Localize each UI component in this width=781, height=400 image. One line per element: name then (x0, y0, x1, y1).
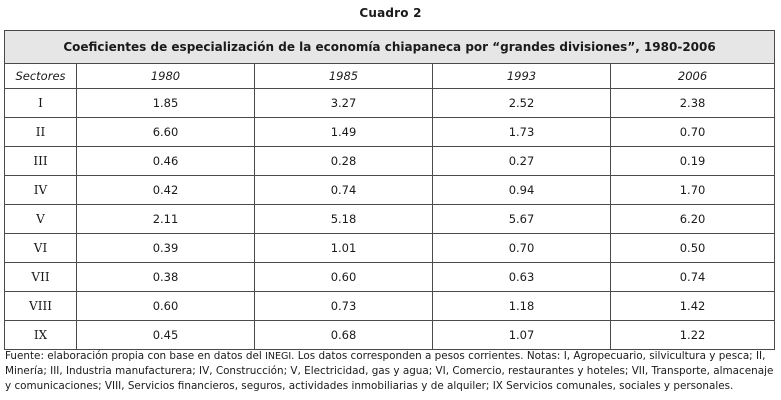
value-cell: 1.01 (255, 234, 433, 263)
table-row (5, 205, 775, 234)
value-cell: 0.70 (611, 118, 775, 147)
value-cell: 2.38 (611, 89, 775, 118)
data-table (4, 30, 775, 350)
value-cell: 1.85 (77, 89, 255, 118)
value-cell: 0.45 (77, 321, 255, 350)
table-row (5, 118, 775, 147)
table-row (5, 234, 775, 263)
table-row (5, 292, 775, 321)
value-cell: 0.63 (433, 263, 611, 292)
value-cell: 0.27 (433, 147, 611, 176)
table-row (5, 321, 775, 350)
sector-cell: I (5, 89, 77, 118)
value-cell: 1.07 (433, 321, 611, 350)
value-cell: 0.73 (255, 292, 433, 321)
value-cell: 2.11 (77, 205, 255, 234)
value-cell: 0.60 (77, 292, 255, 321)
sector-cell: III (5, 147, 77, 176)
column-header-1993: 1993 (433, 64, 611, 89)
table-row (5, 263, 775, 292)
value-cell: 0.39 (77, 234, 255, 263)
value-cell: 1.18 (433, 292, 611, 321)
value-cell: 0.94 (433, 176, 611, 205)
value-cell: 0.70 (433, 234, 611, 263)
table-row (5, 176, 775, 205)
footnote-abbreviation: INEGI (265, 351, 292, 362)
value-cell: 0.38 (77, 263, 255, 292)
value-cell: 0.42 (77, 176, 255, 205)
sector-cell: IV (5, 176, 77, 205)
sector-cell: V (5, 205, 77, 234)
value-cell: 1.22 (611, 321, 775, 350)
column-header-1985: 1985 (255, 64, 433, 89)
sector-cell: IX (5, 321, 77, 350)
source-footnote (5, 349, 775, 394)
footnote-text-end: . Los datos corresponden a pesos corrientes. Notas: I, Agropecuario, silvicultura y pesca; II, Minería; III, Industria manufacturera; IV, Construcción; V, Electricidad, gas y agua; VI, Comercio, restaurantes y hoteles; VII, Transporte, almacenaje y comunicaciones; VIII, Servicios financieros, seguros, actividades inmobiliarias y de alquiler; IX Servicios comunales, sociales y personales. (5, 350, 774, 392)
sector-cell: II (5, 118, 77, 147)
value-cell: 5.18 (255, 205, 433, 234)
value-cell: 6.20 (611, 205, 775, 234)
value-cell: 0.68 (255, 321, 433, 350)
value-cell: 0.46 (77, 147, 255, 176)
column-header-sectores: Sectores (5, 64, 77, 89)
sector-cell: VI (5, 234, 77, 263)
value-cell: 1.70 (611, 176, 775, 205)
value-cell: 0.28 (255, 147, 433, 176)
table-title: Coeficientes de especialización de la economía chiapaneca por “grandes divisiones”, 1980-2006 (5, 31, 775, 64)
sector-cell: VIII (5, 292, 77, 321)
column-header-2006: 2006 (611, 64, 775, 89)
value-cell: 2.52 (433, 89, 611, 118)
footnote-text-start: Fuente: elaboración propia con base en datos del (5, 350, 266, 362)
value-cell: 5.67 (433, 205, 611, 234)
value-cell: 0.74 (255, 176, 433, 205)
value-cell: 0.50 (611, 234, 775, 263)
value-cell: 0.74 (611, 263, 775, 292)
table-caption: Cuadro 2 (359, 6, 422, 20)
table-header-row (5, 64, 775, 89)
table-title-row (5, 31, 775, 64)
value-cell: 3.27 (255, 89, 433, 118)
value-cell: 6.60 (77, 118, 255, 147)
value-cell: 1.73 (433, 118, 611, 147)
value-cell: 0.19 (611, 147, 775, 176)
value-cell: 0.60 (255, 263, 433, 292)
value-cell: 1.49 (255, 118, 433, 147)
sector-cell: VII (5, 263, 77, 292)
table-row (5, 147, 775, 176)
column-header-1980: 1980 (77, 64, 255, 89)
table-row (5, 89, 775, 118)
value-cell: 1.42 (611, 292, 775, 321)
